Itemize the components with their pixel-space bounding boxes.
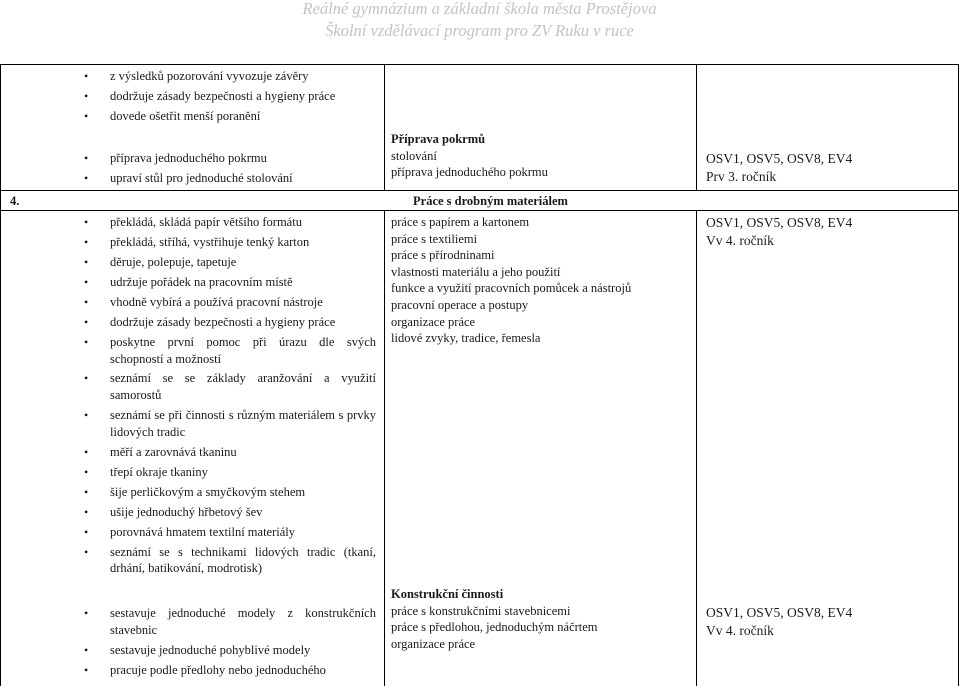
crosscurricular-codes: OSV1, OSV5, OSV8, EV4 (706, 151, 853, 166)
list-item: • sestavuje jednoduché pohyblivé modely (82, 642, 376, 659)
topic-item: lidové zvyky, tradice, řemesla (391, 331, 541, 346)
outcomes-cell-construction (82, 605, 376, 682)
list-item: • seznámí se se základy aranžování a využití samorostů (82, 370, 376, 403)
topics-cell-food (391, 131, 691, 181)
list-item: • udržuje pořádek na pracovním místě (82, 274, 376, 291)
column-divider (696, 210, 697, 686)
list-item: • seznámí se s technikami lidových tradic (tkaní, drhání, batikování, modrotisk) (82, 544, 376, 577)
topic-item: funkce a využití pracovních pomůcek a nástrojů (391, 281, 632, 296)
list-item: • příprava jednoduchého pokrmu (82, 150, 376, 167)
list-item: • třepí okraje tkaniny (82, 464, 376, 481)
outcomes-cell-material (82, 214, 376, 580)
topic-item: vlastnosti materiálu a jeho použití (391, 264, 561, 279)
topics-cell-material (391, 214, 691, 347)
crosscurricular-codes: OSV1, OSV5, OSV8, EV4 (706, 215, 853, 230)
column-divider (384, 64, 385, 191)
outcomes-list (82, 150, 376, 187)
list-item: • ušije jednoduchý hřbetový šev (82, 504, 376, 521)
outcomes-list (82, 214, 376, 577)
crosscurricular-cell-material (706, 214, 956, 250)
list-item: • šije perličkovým a smyčkovým stehem (82, 484, 376, 501)
outcomes-cell-top (82, 68, 376, 128)
topic-item: práce s textiliemi (391, 231, 478, 246)
list-item: • upraví stůl pro jednoduché stolování (82, 170, 376, 187)
grade-reference: Prv 3. ročník (706, 169, 777, 184)
topic-item: pracovní operace a postupy (391, 297, 529, 312)
outcomes-list (82, 605, 376, 678)
row-divider (0, 190, 959, 191)
topics-cell-construction (391, 586, 691, 652)
topic-item: práce s konstrukčními stavebnicemi (391, 603, 571, 618)
list-item: • seznámí se při činnosti s různým materiálem s prvky lidových tradic (82, 407, 376, 440)
column-divider (384, 210, 385, 686)
grade-reference: Vv 4. ročník (706, 623, 774, 638)
list-item: • porovnává hmatem textilní materiály (82, 524, 376, 541)
crosscurricular-cell-food (706, 150, 956, 186)
table-left-border (0, 64, 1, 686)
list-item: • dovede ošetřit menší poranění (82, 108, 376, 125)
topic-item: práce s papírem a kartonem (391, 215, 530, 229)
list-item: • dodržuje zásady bezpečnosti a hygieny práce (82, 88, 376, 105)
crosscurricular-cell-construction (706, 604, 956, 640)
crosscurricular-codes: OSV1, OSV5, OSV8, EV4 (706, 605, 853, 620)
list-item: • sestavuje jednoduché modely z konstrukčních stavebnic (82, 605, 376, 638)
section-number: 4. (10, 194, 20, 208)
grade-reference: Vv 4. ročník (706, 233, 774, 248)
topic-item: příprava jednoduchého pokrmu (391, 165, 548, 180)
topic-item: stolování (391, 148, 437, 163)
school-name: Reálné gymnázium a základní škola města Prostějova (302, 0, 657, 18)
list-item: • vhodně vybírá a používá pracovní nástroje (82, 294, 376, 311)
program-name: Školní vzdělávací program pro ZV Ruku v ruce (325, 21, 634, 40)
construction-heading: Konstrukční činnosti (391, 587, 504, 601)
table-top-border (0, 64, 959, 65)
list-item: • z výsledků pozorování vyvozuje závěry (82, 68, 376, 85)
page-header (0, 0, 959, 46)
section-title: Práce s drobným materiálem (413, 194, 568, 208)
list-item: • děruje, polepuje, tapetuje (82, 254, 376, 271)
topic-item: práce s předlohou, jednoduchým náčrtem (391, 620, 598, 635)
list-item: • překládá, skládá papír většího formátu (82, 214, 376, 231)
list-item: • překládá, stříhá, vystřihuje tenký karton (82, 234, 376, 251)
list-item: • měří a zarovnává tkaninu (82, 444, 376, 461)
row-divider (0, 210, 959, 211)
outcomes-list (82, 68, 376, 125)
food-heading: Příprava pokrmů (391, 132, 486, 146)
list-item: • pracuje podle předlohy nebo jednoduchého (82, 662, 376, 679)
outcomes-cell-food (82, 150, 376, 190)
topic-item: práce s přírodninami (391, 248, 495, 263)
column-divider (696, 64, 697, 191)
list-item: • dodržuje zásady bezpečnosti a hygieny práce (82, 314, 376, 331)
list-item: • poskytne první pomoc při úrazu dle svých schopností a možností (82, 334, 376, 367)
topic-item: organizace práce (391, 314, 476, 329)
topic-item: organizace práce (391, 636, 476, 651)
